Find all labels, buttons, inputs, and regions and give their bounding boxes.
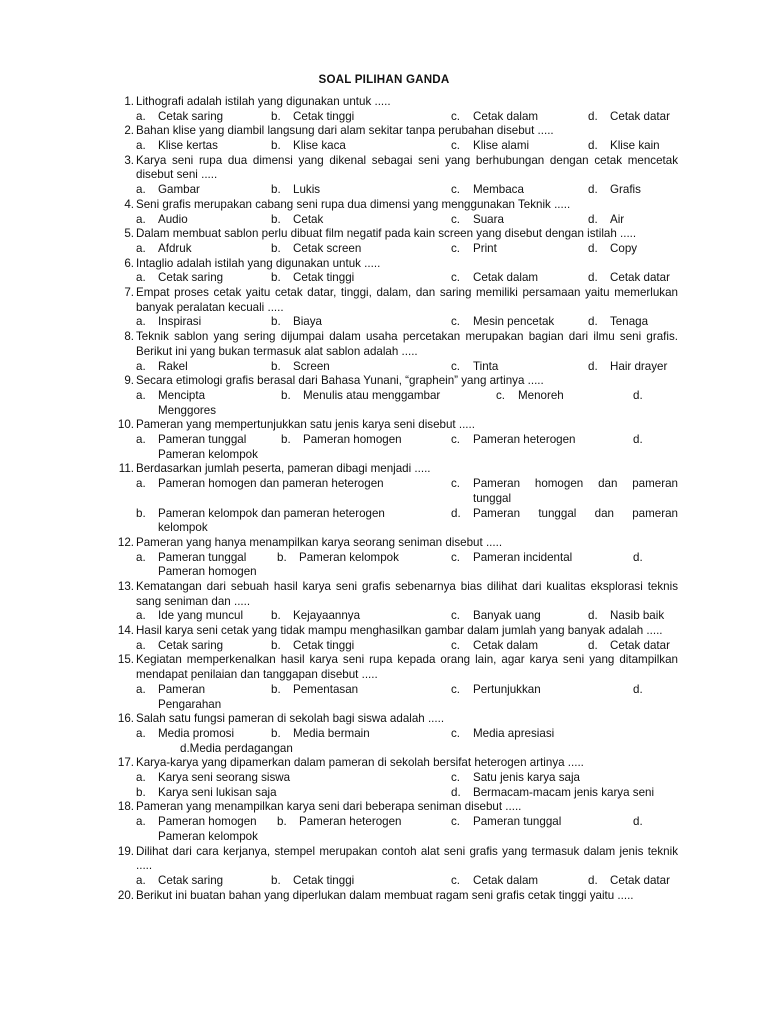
- question-text: Intaglio adalah istilah yang digunakan untuk .....: [136, 256, 381, 270]
- option-text: Lukis: [293, 183, 321, 197]
- option-text: Ide yang muncul: [158, 609, 244, 623]
- option-text: Pameran heterogen: [299, 815, 402, 829]
- option-text: Pameran homogen dan pameran heterogen: [158, 477, 384, 491]
- option-letter: d.: [588, 241, 598, 255]
- option-letter: d.: [588, 609, 598, 623]
- question-number: 6.: [124, 256, 134, 270]
- question-number: 4.: [124, 197, 134, 211]
- option-letter: c.: [451, 212, 461, 226]
- option-word: pameran: [632, 506, 678, 520]
- question-number: 7.: [124, 286, 134, 300]
- question-item: [110, 845, 678, 889]
- option-letter: c.: [451, 109, 461, 123]
- option-letter: a.: [136, 477, 146, 491]
- option-row: [136, 551, 678, 580]
- option-letter: c.: [451, 271, 461, 285]
- option-row: [136, 110, 678, 125]
- question-item: [110, 462, 678, 535]
- question-item: [110, 624, 678, 653]
- option-letter: a.: [136, 139, 146, 153]
- page-title: SOAL PILIHAN GANDA: [318, 73, 450, 86]
- option-text: Pameran tunggal: [473, 815, 562, 829]
- option-row: [136, 507, 678, 536]
- option-row: [136, 315, 678, 330]
- option-text: Screen: [293, 359, 330, 373]
- option-word: Pameran: [473, 506, 521, 520]
- option-letter: a.: [136, 212, 146, 226]
- option-letter: d.: [633, 550, 643, 564]
- option-text: Pameran kelompok dan pameran heterogen: [158, 506, 385, 520]
- option-row: [136, 639, 678, 654]
- question-text: Teknik sablon yang sering dijumpai dalam usaha percetakan merupakan bagian dari ilmu seni grafis. Berikut ini yang bukan termasuk alat sablon adalah .....: [136, 330, 678, 358]
- question-number: 13.: [117, 580, 134, 593]
- option-letter: a.: [136, 771, 146, 785]
- option-row: [136, 271, 678, 286]
- question-number: 1.: [124, 95, 134, 108]
- option-text: Klise kain: [610, 139, 660, 153]
- question-number: 12.: [117, 535, 134, 549]
- option-letter: c.: [451, 771, 461, 785]
- option-letter: b.: [271, 109, 281, 123]
- option-letter: b.: [271, 609, 281, 623]
- option-row: [136, 360, 678, 375]
- option-letter: d.: [588, 315, 598, 329]
- question-text: Dilihat dari cara kerjanya, stempel merupakan contoh alat seni grafis yang termasuk dalam jenis teknik .....: [136, 844, 678, 873]
- option-letter: a.: [136, 271, 146, 285]
- option-text: Nasib baik: [610, 609, 665, 623]
- question-item: [110, 712, 678, 756]
- option-text-continued: Pameran kelompok: [158, 829, 258, 843]
- option-letter: d.: [588, 109, 598, 123]
- question-number: 3.: [124, 153, 134, 167]
- option-letter: d.: [588, 271, 598, 285]
- question-number: 2.: [124, 124, 134, 138]
- option-letter: b.: [271, 241, 281, 255]
- option-letter: b.: [271, 873, 281, 887]
- question-number: 15.: [117, 653, 134, 667]
- question-text: Bahan klise yang diambil langsung dari alam sekitar tanpa perubahan disebut .....: [136, 124, 554, 138]
- question-text: Dalam membuat sablon perlu dibuat film negatif pada kain screen yang disebut dengan istilah .....: [136, 227, 637, 241]
- question-text: Secara etimologi grafis berasal dari Bahasa Yunani, “graphein” yang artinya .....: [136, 374, 544, 388]
- option-letter: b.: [136, 506, 146, 520]
- option-letter: c.: [451, 682, 461, 696]
- option-text: Cetak dalam: [473, 873, 539, 887]
- option-letter: a.: [136, 241, 146, 255]
- option-row: [136, 213, 678, 228]
- question-item: [110, 330, 678, 374]
- option-letter: d.: [588, 873, 598, 887]
- option-row: [136, 609, 678, 624]
- option-letter: c.: [451, 241, 461, 255]
- option-letter: a.: [136, 433, 146, 447]
- option-text: Klise kaca: [293, 139, 346, 153]
- question-item: [110, 580, 678, 624]
- option-text-justified: [473, 507, 678, 522]
- option-text: Audio: [158, 212, 188, 226]
- option-letter: c.: [451, 609, 461, 623]
- question-item: [110, 286, 678, 330]
- question-item: [110, 889, 678, 904]
- question-text: Salah satu fungsi pameran di sekolah bagi siswa adalah .....: [136, 712, 445, 726]
- option-text: Satu jenis karya saja: [473, 771, 580, 785]
- option-text: Pameran tunggal: [158, 550, 247, 564]
- option-text: Pameran kelompok: [299, 550, 399, 564]
- question-number: 9.: [124, 374, 134, 388]
- option-text: Suara: [473, 212, 504, 226]
- option-text: Cetak tinggi: [293, 109, 355, 123]
- option-letter: a.: [136, 388, 146, 402]
- option-text-block: [473, 507, 678, 522]
- option-text: Pameran homogen: [158, 815, 257, 829]
- option-letter: a.: [136, 815, 146, 829]
- option-row: [136, 433, 678, 462]
- option-text: Inspirasi: [158, 315, 202, 329]
- option-text: Cetak datar: [610, 271, 670, 285]
- option-row: [136, 815, 678, 844]
- option-letter: c.: [451, 433, 461, 447]
- option-text: Afdruk: [158, 241, 192, 255]
- option-letter: b.: [281, 388, 291, 402]
- option-text: Cetak tinggi: [293, 638, 355, 652]
- option-text: Pameran heterogen: [473, 433, 576, 447]
- option-text: Karya seni lukisan saja: [158, 785, 277, 799]
- question-text: Empat proses cetak yaitu cetak datar, tinggi, dalam, dan saring memiliki persamaan yaitu memerlukan banyak peralatan kecuali .....: [136, 286, 678, 314]
- option-letter: a.: [136, 873, 146, 887]
- option-text: Pementasan: [293, 682, 359, 696]
- option-letter: c.: [451, 550, 461, 564]
- option-text: Mesin pencetak: [473, 315, 555, 329]
- option-text: Klise kertas: [158, 139, 218, 153]
- option-text: Menulis atau menggambar: [303, 388, 441, 402]
- question-number: 14.: [117, 624, 134, 638]
- question-text: Berdasarkan jumlah peserta, pameran dibagi menjadi .....: [136, 462, 431, 476]
- question-item: [110, 154, 678, 198]
- option-letter: a.: [136, 109, 146, 123]
- question-text: Kegiatan memperkenalkan hasil karya seni rupa kepada orang lain, agar karya seni yang ditampilkan mendapat penilaian dan tanggapan disebut .....: [136, 653, 678, 682]
- option-text: Media promosi: [158, 726, 235, 740]
- option-letter: d.: [633, 433, 643, 447]
- option-letter: a.: [136, 638, 146, 652]
- option-text: Biaya: [293, 315, 323, 329]
- option-text: Pameran incidental: [473, 550, 573, 564]
- option-row: [136, 389, 678, 418]
- question-text: Karya-karya yang dipamerkan dalam pameran di sekolah bersifat heterogen artinya .....: [136, 756, 584, 770]
- option-text: Cetak saring: [158, 873, 224, 887]
- option-text: Cetak tinggi: [293, 873, 355, 887]
- option-letter: a.: [136, 359, 146, 373]
- option-letter: a.: [136, 183, 146, 197]
- option-word: dan: [598, 477, 618, 491]
- option-letter: b.: [271, 183, 281, 197]
- option-letter: d.: [588, 359, 598, 373]
- option-text: Cetak saring: [158, 109, 224, 123]
- option-letter: b.: [271, 359, 281, 373]
- option-text: Bermacam-macam jenis karya seni: [473, 785, 655, 799]
- option-row: [136, 874, 678, 889]
- question-item: [110, 95, 678, 124]
- option-letter: a.: [136, 682, 146, 696]
- option-row: [136, 683, 678, 712]
- option-letter: c.: [451, 726, 461, 740]
- option-letter: c.: [451, 359, 461, 373]
- question-item: [110, 756, 678, 800]
- question-text: Berikut ini buatan bahan yang diperlukan dalam membuat ragam seni grafis cetak tinggi yaitu .....: [136, 888, 634, 902]
- option-word: pameran: [632, 477, 678, 491]
- option-letter: d.: [451, 785, 461, 799]
- option-text-block: [473, 477, 678, 492]
- question-list: [110, 95, 678, 903]
- option-text: Cetak datar: [610, 109, 670, 123]
- option-text: Kejayaannya: [293, 609, 361, 623]
- option-letter: d.: [633, 682, 643, 696]
- question-item: [110, 198, 678, 227]
- option-letter: b.: [271, 212, 281, 226]
- option-text: Cetak dalam: [473, 109, 539, 123]
- option-row: [136, 139, 678, 154]
- option-letter: c.: [451, 638, 461, 652]
- option-letter: b.: [277, 815, 287, 829]
- question-number: 16.: [117, 712, 134, 726]
- option-letter: d.: [633, 815, 643, 829]
- option-word: Pameran: [473, 477, 521, 491]
- option-text: Grafis: [610, 183, 641, 197]
- option-letter: c.: [451, 183, 461, 197]
- option-text: Gambar: [158, 183, 200, 197]
- option-letter: c.: [451, 815, 461, 829]
- option-letter: b.: [271, 638, 281, 652]
- option-letter: d.: [633, 388, 643, 402]
- option-letter: c.: [451, 139, 461, 153]
- option-text-continued: tunggal: [473, 491, 512, 505]
- question-text: Kematangan dari sebuah hasil karya seni grafis sebenarnya bias dilihat dari kualitas eksplorasi teknis sang seniman dan .....: [136, 580, 678, 608]
- question-text: Karya seni rupa dua dimensi yang dikenal sebagai seni yang berhubungan dengan cetak mencetak disebut seni .....: [136, 153, 678, 182]
- option-text: Rakel: [158, 359, 188, 373]
- option-letter: b.: [277, 550, 287, 564]
- question-text: Pameran yang hanya menampilkan karya seorang seniman disebut .....: [136, 535, 503, 549]
- option-letter: b.: [136, 785, 146, 799]
- option-letter: d.: [588, 183, 598, 197]
- option-text: Cetak dalam: [473, 638, 539, 652]
- question-item: [110, 536, 678, 580]
- option-letter: c.: [496, 388, 506, 402]
- option-text: Cetak screen: [293, 241, 362, 255]
- option-row: [136, 477, 678, 506]
- option-letter: a.: [136, 550, 146, 564]
- option-text: Pameran tunggal: [158, 433, 247, 447]
- question-item: [110, 418, 678, 462]
- option-text-justified: [473, 477, 678, 492]
- question-text: Seni grafis merupakan cabang seni rupa dua dimensi yang menggunakan Teknik .....: [136, 197, 571, 211]
- question-item: [110, 227, 678, 256]
- option-text: Air: [610, 212, 625, 226]
- option-text: Pameran homogen: [303, 433, 402, 447]
- option-text-continued: Menggores: [158, 403, 217, 417]
- option-text: Klise alami: [473, 139, 530, 153]
- option-row: [136, 771, 678, 786]
- option-text-continued: kelompok: [158, 521, 208, 535]
- question-number: 5.: [124, 227, 134, 241]
- option-row: [136, 786, 678, 801]
- option-letter: a.: [136, 609, 146, 623]
- question-number: 19.: [117, 844, 134, 858]
- question-item: [110, 124, 678, 153]
- option-text: Cetak: [293, 212, 324, 226]
- option-text: Banyak uang: [473, 609, 541, 623]
- option-text: Membaca: [473, 183, 524, 197]
- option-letter: c.: [451, 477, 461, 491]
- option-text: Hair drayer: [610, 359, 668, 373]
- question-number: 18.: [117, 800, 134, 814]
- question-number: 17.: [117, 756, 134, 770]
- option-row: [136, 183, 678, 198]
- option-text-continued: d.Media perdagangan: [180, 741, 293, 755]
- question-text: Lithografi adalah istilah yang digunakan untuk .....: [136, 95, 391, 108]
- option-letter: b.: [271, 726, 281, 740]
- option-text-continued: Pengarahan: [158, 697, 222, 711]
- question-text: Pameran yang menampilkan karya seni dari beberapa seniman disebut .....: [136, 800, 522, 814]
- option-text: Cetak dalam: [473, 271, 539, 285]
- option-letter: a.: [136, 726, 146, 740]
- question-item: [110, 800, 678, 844]
- option-text: Media apresiasi: [473, 726, 555, 740]
- option-text-continued: Pameran homogen: [158, 565, 257, 579]
- option-letter: b.: [271, 682, 281, 696]
- option-row: [136, 727, 678, 756]
- option-text: Cetak datar: [610, 873, 670, 887]
- option-text: Cetak saring: [158, 271, 224, 285]
- question-text: Pameran yang mempertunjukkan satu jenis karya seni disebut .....: [136, 418, 475, 432]
- option-text: Cetak tinggi: [293, 271, 355, 285]
- option-letter: b.: [281, 433, 291, 447]
- option-text: Tenaga: [610, 315, 649, 329]
- option-text: Pertunjukkan: [473, 682, 541, 696]
- question-text: Hasil karya seni cetak yang tidak mampu menghasilkan gambar dalam jumlah yang banyak adalah .....: [136, 624, 663, 638]
- option-text: Cetak datar: [610, 638, 670, 652]
- question-number: 8.: [124, 330, 134, 344]
- option-letter: c.: [451, 873, 461, 887]
- option-text: Copy: [610, 241, 638, 255]
- question-number: 20.: [117, 888, 134, 902]
- option-text: Mencipta: [158, 388, 206, 402]
- question-item: [110, 653, 678, 712]
- option-text: Tinta: [473, 359, 499, 373]
- option-text: Print: [473, 241, 497, 255]
- question-item: [110, 374, 678, 418]
- option-word: homogen: [534, 477, 584, 491]
- question-number: 11.: [118, 462, 134, 476]
- option-letter: b.: [271, 271, 281, 285]
- option-text: Cetak saring: [158, 638, 224, 652]
- option-letter: b.: [271, 315, 281, 329]
- option-letter: c.: [451, 315, 461, 329]
- option-row: [136, 242, 678, 257]
- option-text: Menoreh: [518, 388, 564, 402]
- option-text: Media bermain: [293, 726, 370, 740]
- option-word: dan: [594, 506, 614, 520]
- option-letter: d.: [588, 139, 598, 153]
- option-word: tunggal: [538, 506, 577, 520]
- question-number: 10.: [117, 418, 134, 432]
- option-letter: d.: [588, 638, 598, 652]
- option-text: Pameran: [158, 682, 206, 696]
- option-letter: b.: [271, 139, 281, 153]
- option-letter: d.: [451, 506, 461, 520]
- option-letter: d.: [588, 212, 598, 226]
- option-letter: a.: [136, 315, 146, 329]
- option-text: Karya seni seorang siswa: [158, 771, 291, 785]
- option-text-continued: Pameran kelompok: [158, 447, 258, 461]
- question-item: [110, 257, 678, 286]
